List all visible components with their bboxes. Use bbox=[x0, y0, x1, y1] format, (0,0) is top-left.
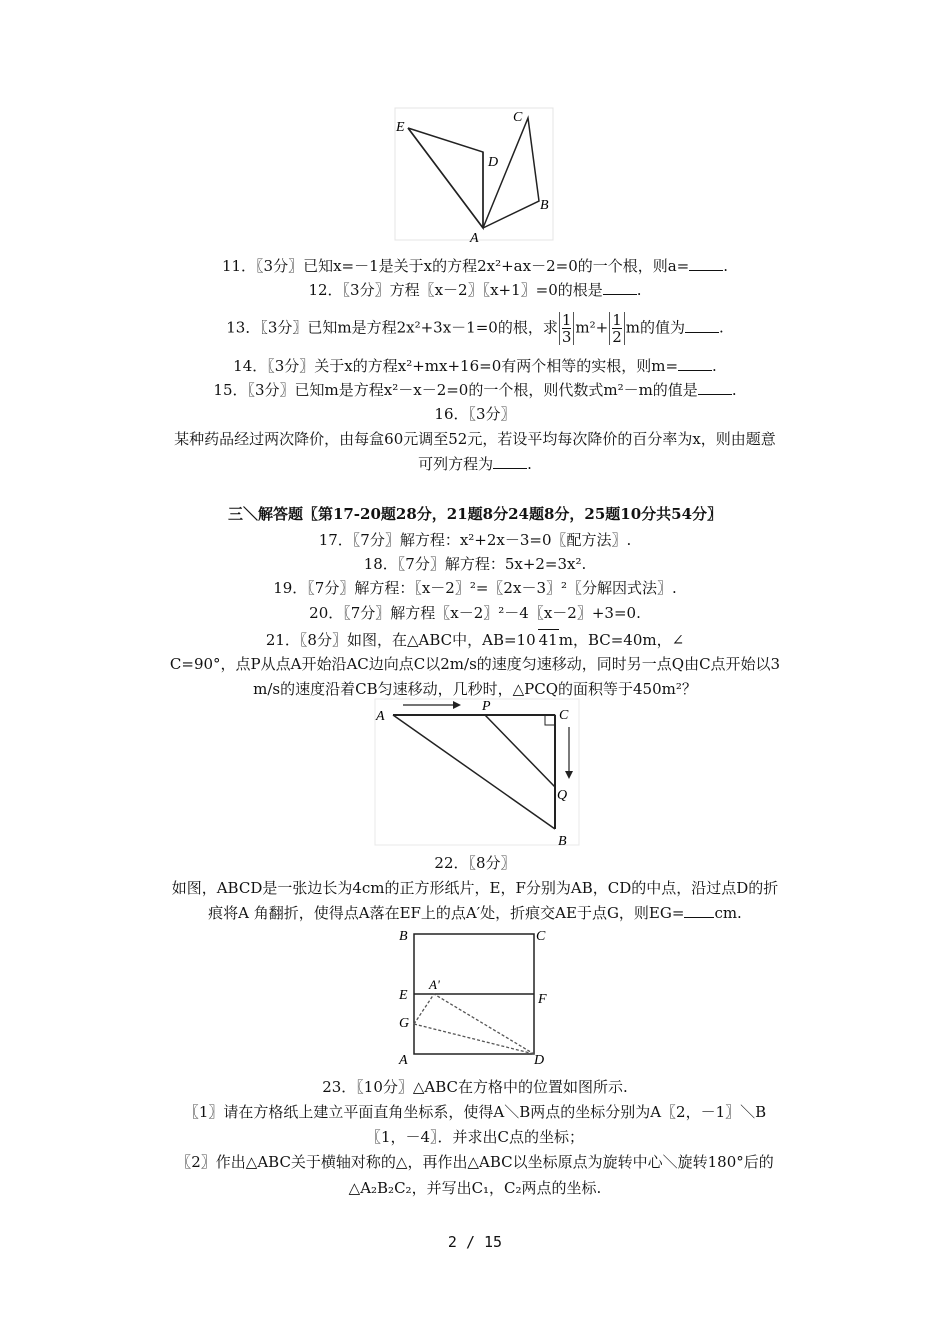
fig1-label-c: C bbox=[513, 110, 523, 125]
fig3-label-d: D bbox=[534, 1053, 545, 1066]
figure-quadrilaterals bbox=[394, 106, 556, 246]
question-21-line2: C=90°，点P从点A开始沿AC边向点C以2m/s的速度匀速移动，同时另一点Q由C点开始以3 bbox=[169, 655, 781, 673]
question-20: 20．〖7分〗解方程〖x－2〗²－4〖x－2〗+3=0. bbox=[309, 604, 641, 622]
question-23-head: 23．〖10分〗△ABC在方格中的位置如图所示. bbox=[322, 1078, 628, 1096]
fig3-label-e: E bbox=[399, 988, 408, 1003]
fig2-label-a: A bbox=[376, 709, 385, 724]
question-11: 11．〖3分〗已知x=－1是关于x的方程2x²+ax－2=0的一个根，则a= . bbox=[221, 257, 729, 275]
question-19: 19．〖7分〗解方程：〖x－2〗²=〖2x－3〗²〖分解因式法〗. bbox=[273, 579, 677, 597]
fig3-label-g: G bbox=[399, 1016, 410, 1031]
fig2-label-b: B bbox=[558, 834, 567, 849]
fig1-label-a: A bbox=[470, 231, 479, 246]
fig1-label-e: E bbox=[396, 120, 405, 135]
fig3-label-a-prime: A' bbox=[429, 977, 440, 992]
question-22-line2: 痕将A 角翻折，使得点A落在EF上的点A′处，折痕交AE于点G，则EG= cm. bbox=[208, 904, 742, 922]
figure-right-triangle bbox=[373, 697, 583, 849]
question-16-head: 16．〖3分〗 bbox=[434, 405, 516, 423]
question-21-line3: m/s的速度沿着CB匀速移动，几秒时，△PCQ的面积等于450m²？ bbox=[253, 680, 697, 698]
question-14: 14．〖3分〗关于x的方程x²+mx+16=0有两个相等的实根，则m= . bbox=[233, 357, 717, 375]
fig1-label-d: D bbox=[488, 155, 499, 170]
fig3-label-b: B bbox=[399, 929, 408, 944]
question-16-line1: 某种药品经过两次降价，由每盒60元调至52元，若设平均每次降价的百分率为x，则由题意 bbox=[174, 430, 776, 448]
page-number: 2 / 15 bbox=[447, 1233, 503, 1251]
question-23-part1-line2: 〖1，－4〗．并求出C点的坐标； bbox=[365, 1128, 585, 1146]
fig3-label-f: F bbox=[538, 992, 547, 1007]
figure-square-fold bbox=[396, 926, 552, 1066]
question-13: 13．〖3分〗已知m是方程2x²+3x－1=0的根，求 $\frac{1}{3}$ m²+ $\frac{1}{2}$ m的值为 . bbox=[226, 311, 724, 346]
question-23-part1-line1: 〖1〗请在方格纸上建立平面直角坐标系，使得A＼B两点的坐标分别为A〖2，－1〗＼B bbox=[183, 1103, 767, 1121]
question-21-line1: 21．〖8分〗如图，在△ABC中，AB=10 41m，BC=40m，∠ bbox=[265, 631, 685, 649]
question-23-part2-line1: 〖2〗作出△ABC关于横轴对称的△，再作出△ABC以坐标原点为旋转中心＼旋转180°后的 bbox=[176, 1153, 774, 1171]
sqrt-41: 41 bbox=[538, 631, 558, 649]
question-15: 15．〖3分〗已知m是方程x²－x－2=0的一个根，则代数式m²－m的值是 . bbox=[213, 381, 737, 399]
question-17: 17．〖7分〗解方程：x²+2x－3=0〖配方法〗. bbox=[318, 531, 632, 549]
fraction-one-third: $\frac{1}{3}$ bbox=[559, 312, 575, 345]
fig1-label-b: B bbox=[540, 198, 549, 213]
fraction-one-half: $\frac{1}{2}$ bbox=[609, 312, 625, 345]
question-23-part2-line2: △A₂B₂C₂，并写出C₁，C₂两点的坐标. bbox=[348, 1179, 602, 1197]
fig3-label-a: A bbox=[399, 1053, 408, 1066]
fig2-label-c: C bbox=[559, 708, 569, 723]
question-22-line1: 如图，ABCD是一张边长为4cm的正方形纸片，E，F分别为AB，CD的中点，沿过点D的折 bbox=[171, 879, 779, 897]
fig2-label-p: P bbox=[482, 699, 491, 714]
question-12: 12．〖3分〗方程〖x－2〗〖x+1〗=0的根是 . bbox=[308, 281, 642, 299]
question-18: 18．〖7分〗解方程：5x+2=3x². bbox=[363, 555, 587, 573]
question-22-head: 22．〖8分〗 bbox=[434, 854, 516, 872]
fig2-label-q: Q bbox=[557, 788, 568, 803]
section-3-heading: 三＼解答题〖第17-20题28分，21题8分24题8分，25题10分共54分〗 bbox=[227, 505, 723, 523]
question-16-line2: 可列方程为 . bbox=[418, 455, 532, 473]
fig3-label-c: C bbox=[536, 929, 546, 944]
